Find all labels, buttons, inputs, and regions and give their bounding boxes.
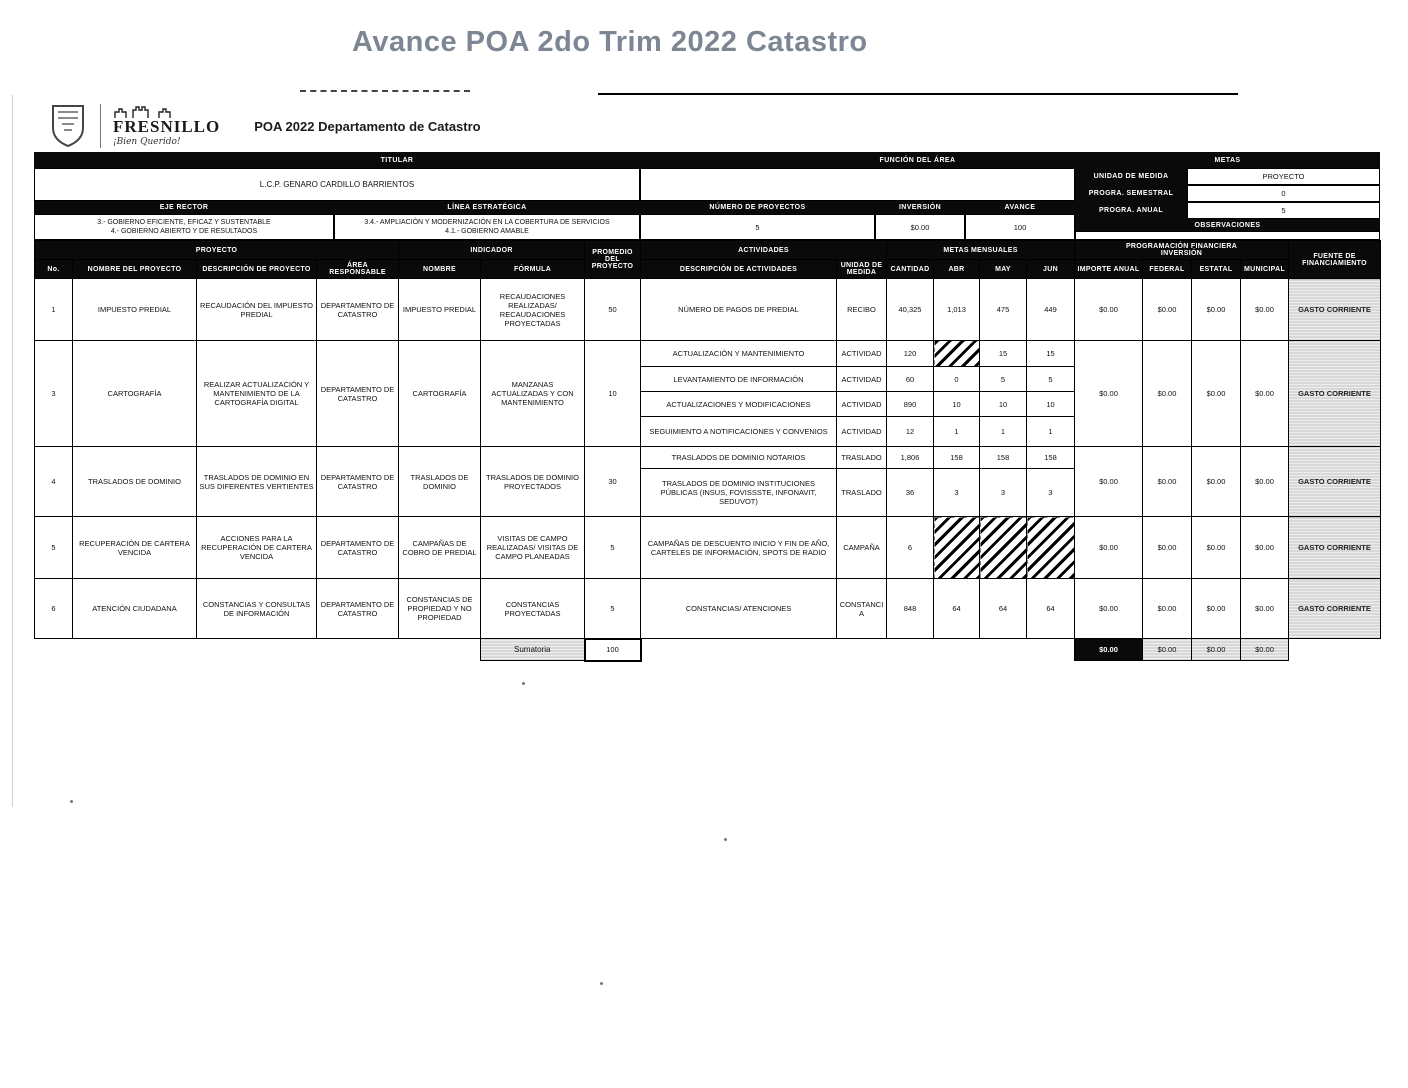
cell-federal: $0.00 — [1143, 279, 1192, 341]
cell-abr: 0 — [934, 367, 980, 392]
poa-table — [34, 240, 1381, 662]
cell-jun: 64 — [1027, 579, 1075, 639]
cell-may: 1 — [980, 417, 1027, 447]
cell-cantidad: 40,325 — [887, 279, 934, 341]
cell-actividad-desc: NÚMERO DE PAGOS DE PREDIAL — [641, 279, 837, 341]
scan-artifact — [300, 90, 470, 92]
cell-importe: $0.00 — [1075, 517, 1143, 579]
cell-estatal: $0.00 — [1192, 279, 1241, 341]
cell-descripcion: RECAUDACIÓN DEL IMPUESTO PREDIAL — [197, 279, 317, 341]
group-inversion-label: INVERSIÓN — [1160, 250, 1203, 257]
titular-header: TITULAR — [34, 152, 760, 168]
scan-artifact — [598, 93, 1238, 95]
linea-1: 3.4.- AMPLIACIÓN Y MODERNIZACIÓN EN LA COBERTURA DE SERVICIOS — [364, 218, 610, 226]
cell-may: 5 — [980, 367, 1027, 392]
cell-formula: MANZANAS ACTUALIZADAS Y CON MANTENIMIENTO — [481, 341, 585, 447]
cell-nombre: TRASLADOS DE DOMINIO — [73, 447, 197, 517]
table-column-header-row — [35, 260, 1381, 279]
cell-unidad: CAMPAÑA — [837, 517, 887, 579]
cell-indicador: IMPUESTO PREDIAL — [399, 279, 481, 341]
cell-indicador: CAMPAÑAS DE COBRO DE PREDIAL — [399, 517, 481, 579]
cell-actividad-desc: CAMPAÑAS DE DESCUENTO INICIO Y FIN DE AÑO, CARTELES DE INFORMACIÓN, SPOTS DE RADIO — [641, 517, 837, 579]
cell-cantidad: 890 — [887, 392, 934, 417]
cell-jun: 1 — [1027, 417, 1075, 447]
col-area: ÁREA RESPONSABLE — [317, 260, 399, 279]
cell-area: DEPARTAMENTO DE CATASTRO — [317, 341, 399, 447]
observaciones-header: OBSERVACIONES — [1075, 219, 1380, 231]
cell-importe: $0.00 — [1075, 579, 1143, 639]
cell-promedio: 5 — [585, 517, 641, 579]
cell-municipal: $0.00 — [1241, 447, 1289, 517]
cell-federal: $0.00 — [1143, 517, 1192, 579]
cell-unidad: ACTIVIDAD — [837, 392, 887, 417]
total-municipal: $0.00 — [1241, 639, 1289, 661]
cell-formula: TRASLADOS DE DOMINIO PROYECTADOS — [481, 447, 585, 517]
cell-municipal: $0.00 — [1241, 279, 1289, 341]
progra-semestral-value: 0 — [1187, 185, 1380, 202]
cell-unidad: TRASLADO — [837, 447, 887, 469]
cell-formula: RECAUDACIONES REALIZADAS/ RECAUDACIONES PROYECTADAS — [481, 279, 585, 341]
cell-federal: $0.00 — [1143, 341, 1192, 447]
cell-cantidad: 36 — [887, 469, 934, 517]
group-programacion-label: PROGRAMACIÓN FINANCIERA — [1125, 243, 1238, 250]
linea-estrategica-header: LÍNEA ESTRATÉGICA — [334, 201, 640, 214]
cell-abr: 10 — [934, 392, 980, 417]
cell-estatal: $0.00 — [1192, 517, 1241, 579]
cell-jun-hatched — [1027, 517, 1075, 579]
progra-anual-label: PROGRA. ANUAL — [1075, 202, 1187, 219]
project-row-cartografia — [35, 341, 1381, 367]
group-indicador: INDICADOR — [399, 241, 585, 260]
cell-cantidad: 6 — [887, 517, 934, 579]
cell-area: DEPARTAMENTO DE CATASTRO — [317, 517, 399, 579]
cell-cantidad: 1,806 — [887, 447, 934, 469]
document-header — [34, 100, 1380, 152]
scan-artifact — [600, 982, 603, 985]
cell-promedio: 5 — [585, 579, 641, 639]
cell-abr: 1,013 — [934, 279, 980, 341]
cell-actividad-desc: CONSTANCIAS/ ATENCIONES — [641, 579, 837, 639]
col-unidad: UNIDAD DE MEDIDA — [837, 260, 887, 279]
cell-unidad: ACTIVIDAD — [837, 341, 887, 367]
cell-unidad: RECIBO — [837, 279, 887, 341]
total-importe: $0.00 — [1075, 639, 1143, 661]
cell-actividad-desc: ACTUALIZACIÓN Y MANTENIMIENTO — [641, 341, 837, 367]
progra-semestral-label: PROGRA. SEMESTRAL — [1075, 185, 1187, 202]
cell-jun: 5 — [1027, 367, 1075, 392]
eje-rector-value — [34, 214, 334, 240]
cell-actividad-desc: ACTUALIZACIONES Y MODIFICACIONES — [641, 392, 837, 417]
cell-abr: 158 — [934, 447, 980, 469]
cell-unidad: ACTIVIDAD — [837, 367, 887, 392]
col-formula: FÓRMULA — [481, 260, 585, 279]
funcion-area-value — [640, 168, 1075, 201]
cell-no: 6 — [35, 579, 73, 639]
inversion-value: $0.00 — [875, 214, 965, 240]
col-fuente: FUENTE DE FINANCIAMIENTO — [1289, 241, 1381, 279]
col-jun: JUN — [1027, 260, 1075, 279]
group-actividades: ACTIVIDADES — [641, 241, 887, 260]
cell-actividad-desc: LEVANTAMIENTO DE INFORMACIÓN — [641, 367, 837, 392]
inversion-header: INVERSIÓN — [875, 201, 965, 214]
col-descripcion: DESCRIPCIÓN DE PROYECTO — [197, 260, 317, 279]
cell-actividad-desc: TRASLADOS DE DOMINIO NOTARIOS — [641, 447, 837, 469]
cell-importe: $0.00 — [1075, 341, 1143, 447]
funcion-area-header: FUNCIÓN DEL ÁREA — [760, 152, 1075, 168]
col-promedio: PROMEDIO DEL PROYECTO — [585, 241, 641, 279]
fresnillo-logo — [100, 104, 220, 148]
col-federal: FEDERAL — [1143, 260, 1192, 279]
cell-formula: VISITAS DE CAMPO REALIZADAS/ VISITAS DE CAMPO PLANEADAS — [481, 517, 585, 579]
col-abr: ABR — [934, 260, 980, 279]
cell-area: DEPARTAMENTO DE CATASTRO — [317, 447, 399, 517]
scan-artifact — [724, 838, 727, 841]
cell-no: 5 — [35, 517, 73, 579]
cell-municipal: $0.00 — [1241, 341, 1289, 447]
eje-1: 3.- GOBIERNO EFICIENTE, EFICAZ Y SUSTENTABLE — [97, 218, 271, 226]
total-estatal: $0.00 — [1192, 639, 1241, 661]
cell-importe: $0.00 — [1075, 279, 1143, 341]
avance-value: 100 — [965, 214, 1075, 240]
total-promedio: 100 — [585, 639, 641, 661]
group-metas-mensuales: METAS MENSUALES — [887, 241, 1075, 260]
linea-2: 4.1.- GOBIERNO AMABLE — [445, 228, 529, 235]
cell-may: 158 — [980, 447, 1027, 469]
table-group-header-row — [35, 241, 1381, 260]
cell-descripcion: TRASLADOS DE DOMINIO EN SUS DIFERENTES VERTIENTES — [197, 447, 317, 517]
col-estatal: ESTATAL — [1192, 260, 1241, 279]
scan-artifact — [12, 95, 13, 807]
col-importe: IMPORTE ANUAL — [1075, 260, 1143, 279]
group-proyecto: PROYECTO — [35, 241, 399, 260]
cell-federal: $0.00 — [1143, 447, 1192, 517]
col-nombre: NOMBRE DEL PROYECTO — [73, 260, 197, 279]
avance-header: AVANCE — [965, 201, 1075, 214]
titular-name: L.C.P. GENARO CARDILLO BARRIENTOS — [34, 168, 640, 201]
group-programacion-financiera — [1075, 241, 1289, 260]
cell-abr: 64 — [934, 579, 980, 639]
empty-cell — [1289, 639, 1381, 661]
scan-artifact — [70, 800, 73, 803]
col-indicador-nombre: NOMBRE — [399, 260, 481, 279]
logo-slogan: ¡Bien Querido! — [113, 137, 181, 147]
cell-abr-hatched — [934, 341, 980, 367]
cell-promedio: 30 — [585, 447, 641, 517]
cell-jun: 3 — [1027, 469, 1075, 517]
cell-municipal: $0.00 — [1241, 517, 1289, 579]
poa-document — [34, 100, 1380, 662]
cell-jun: 158 — [1027, 447, 1075, 469]
cell-nombre: CARTOGRAFÍA — [73, 341, 197, 447]
cell-indicador: CONSTANCIAS DE PROPIEDAD Y NO PROPIEDAD — [399, 579, 481, 639]
cell-nombre: IMPUESTO PREDIAL — [73, 279, 197, 341]
progra-anual-value: 5 — [1187, 202, 1380, 219]
col-no: No. — [35, 260, 73, 279]
col-cantidad: CANTIDAD — [887, 260, 934, 279]
cell-municipal: $0.00 — [1241, 579, 1289, 639]
cell-area: DEPARTAMENTO DE CATASTRO — [317, 279, 399, 341]
cell-jun: 449 — [1027, 279, 1075, 341]
cell-estatal: $0.00 — [1192, 579, 1241, 639]
cell-cantidad: 120 — [887, 341, 934, 367]
cell-no: 4 — [35, 447, 73, 517]
col-may: MAY — [980, 260, 1027, 279]
cell-descripcion: REALIZAR ACTUALIZACIÓN Y MANTENIMIENTO DE LA CARTOGRAFÍA DIGITAL — [197, 341, 317, 447]
info-right — [1075, 152, 1380, 240]
cell-abr: 3 — [934, 469, 980, 517]
castle-icon — [113, 105, 220, 117]
page-title: Avance POA 2do Trim 2022 Catastro — [352, 26, 868, 58]
cell-indicador: TRASLADOS DE DOMINIO — [399, 447, 481, 517]
project-row-atencion-ciudadana — [35, 579, 1381, 639]
scan-artifact — [522, 682, 525, 685]
cell-abr-hatched — [934, 517, 980, 579]
cell-cantidad: 60 — [887, 367, 934, 392]
cell-actividad-desc: SEGUIMIENTO A NOTIFICACIONES Y CONVENIOS — [641, 417, 837, 447]
cell-area: DEPARTAMENTO DE CATASTRO — [317, 579, 399, 639]
cell-unidad: CONSTANCIA — [837, 579, 887, 639]
metas-header: METAS — [1075, 152, 1380, 168]
project-row-recuperacion-cartera — [35, 517, 1381, 579]
document-title: POA 2022 Departamento de Catastro — [254, 118, 481, 134]
totals-row — [35, 639, 1381, 661]
num-proyectos-value: 5 — [640, 214, 875, 240]
num-proyectos-header: NÚMERO DE PROYECTOS — [640, 201, 875, 214]
cell-may: 475 — [980, 279, 1027, 341]
col-municipal: MUNICIPAL — [1241, 260, 1289, 279]
eje-2: 4.- GOBIERNO ABIERTO Y DE RESULTADOS — [110, 228, 258, 235]
eje-rector-header: EJE RECTOR — [34, 201, 334, 214]
cell-no: 1 — [35, 279, 73, 341]
cell-may: 64 — [980, 579, 1027, 639]
info-section — [34, 152, 1380, 240]
cell-descripcion: ACCIONES PARA LA RECUPERACIÓN DE CARTERA VENCIDA — [197, 517, 317, 579]
project-row-traslados — [35, 447, 1381, 469]
cell-may: 10 — [980, 392, 1027, 417]
cell-fuente: GASTO CORRIENTE — [1289, 341, 1381, 447]
info-left — [34, 152, 1075, 240]
cell-jun: 10 — [1027, 392, 1075, 417]
cell-promedio: 10 — [585, 341, 641, 447]
empty-cell — [35, 639, 481, 661]
cell-no: 3 — [35, 341, 73, 447]
empty-cell — [641, 639, 1075, 661]
logo-wordmark: FRESNILLO — [113, 117, 221, 136]
total-label: Sumatoria — [481, 639, 585, 661]
cell-may: 3 — [980, 469, 1027, 517]
cell-cantidad: 12 — [887, 417, 934, 447]
fresnillo-coat-of-arms-icon — [50, 104, 86, 148]
cell-nombre: RECUPERACIÓN DE CARTERA VENCIDA — [73, 517, 197, 579]
unidad-medida-value: PROYECTO — [1187, 168, 1380, 185]
cell-fuente: GASTO CORRIENTE — [1289, 279, 1381, 341]
col-act-desc: DESCRIPCIÓN DE ACTIVIDADES — [641, 260, 837, 279]
unidad-medida-label: UNIDAD DE MEDIDA — [1075, 168, 1187, 185]
observaciones-value — [1075, 231, 1380, 240]
cell-may-hatched — [980, 517, 1027, 579]
cell-actividad-desc: TRASLADOS DE DOMINIO INSTITUCIONES PÚBLICAS (INSUS, FOVISSSTE, INFONAVIT, SEDUVOT) — [641, 469, 837, 517]
total-federal: $0.00 — [1143, 639, 1192, 661]
cell-abr: 1 — [934, 417, 980, 447]
cell-unidad: TRASLADO — [837, 469, 887, 517]
cell-promedio: 50 — [585, 279, 641, 341]
cell-unidad: ACTIVIDAD — [837, 417, 887, 447]
cell-fuente: GASTO CORRIENTE — [1289, 579, 1381, 639]
cell-descripcion: CONSTANCIAS Y CONSULTAS DE INFORMACIÓN — [197, 579, 317, 639]
cell-jun: 15 — [1027, 341, 1075, 367]
cell-formula: CONSTANCIAS PROYECTADAS — [481, 579, 585, 639]
cell-estatal: $0.00 — [1192, 341, 1241, 447]
cell-federal: $0.00 — [1143, 579, 1192, 639]
cell-indicador: CARTOGRAFÍA — [399, 341, 481, 447]
cell-estatal: $0.00 — [1192, 447, 1241, 517]
cell-importe: $0.00 — [1075, 447, 1143, 517]
cell-may: 15 — [980, 341, 1027, 367]
cell-nombre: ATENCIÓN CIUDADANA — [73, 579, 197, 639]
cell-fuente: GASTO CORRIENTE — [1289, 517, 1381, 579]
linea-estrategica-value — [334, 214, 640, 240]
cell-fuente: GASTO CORRIENTE — [1289, 447, 1381, 517]
project-row-impuesto-predial — [35, 279, 1381, 341]
cell-cantidad: 848 — [887, 579, 934, 639]
